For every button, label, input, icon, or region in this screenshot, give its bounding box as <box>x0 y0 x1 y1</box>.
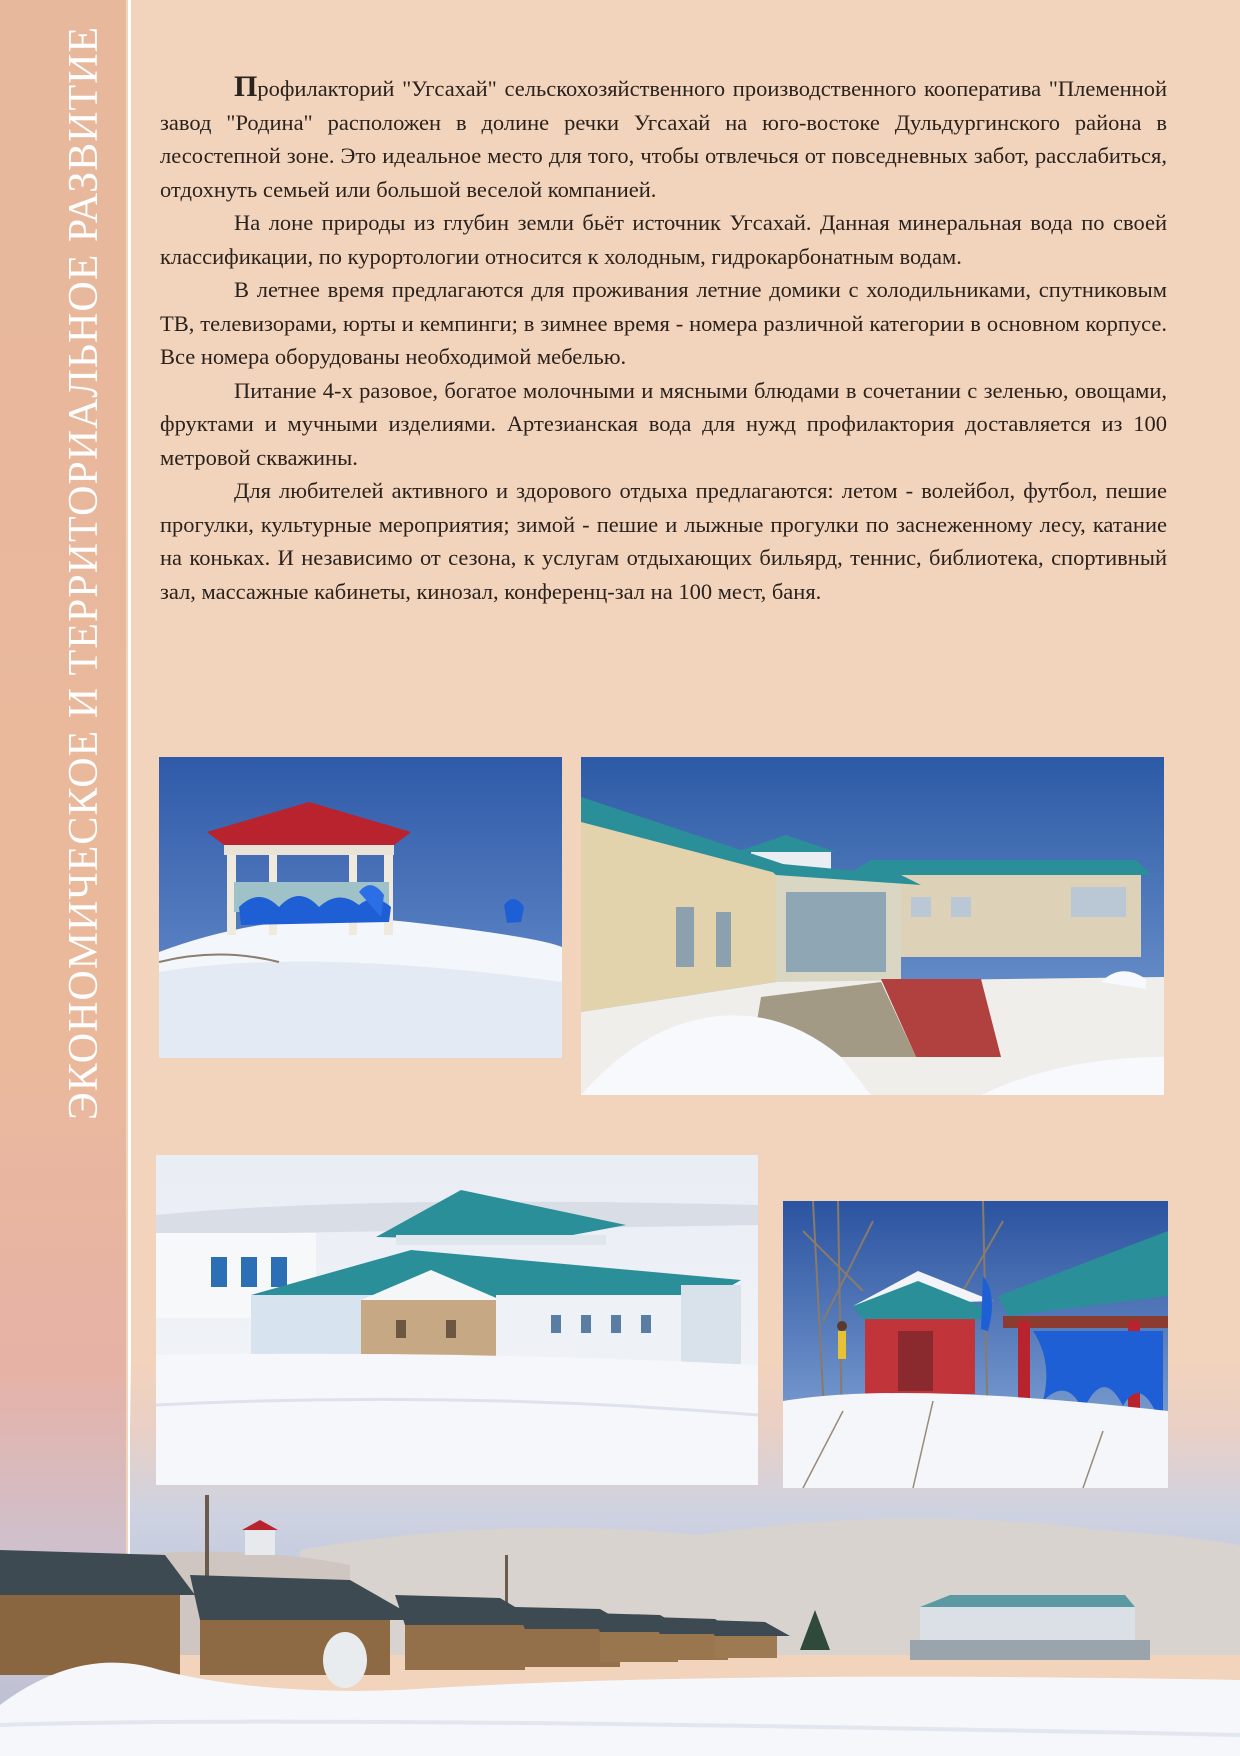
photo-cabins-panorama <box>0 1495 1240 1756</box>
paragraph-1 <box>160 70 1167 206</box>
photo-red-pavilion <box>783 1201 1168 1488</box>
paragraph-4: Питание 4-х разовое, богатое молочными и мясными блюдами в сочетании с зеленью, овощами, фруктами и мучными изделиями. Артезианская вода для нужд профилактория доставляется из 100 метровой скважины. <box>160 377 1167 470</box>
paragraph-5: Для любителей активного и здорового отдыха предлагаются: летом - волейбол, футбол, пешие прогулки, культурные мероприятия; зимой - пешие и лыжные прогулки по заснеженному лесу, катание на коньках. И независимо от сезона, к услугам отдыхающих бильярд, теннис, библиотека, спортивный зал, массажные кабинеты, кинозал, конференц-зал на 100 мест, баня. <box>160 478 1167 604</box>
drop-cap: П <box>234 70 258 103</box>
photo-main-building <box>581 757 1164 1095</box>
paragraph-2: На лоне природы из глубин земли бьёт источник Угсахай. Данная минеральная вода по своей классификации, по курортологии относится к холодным, гидрокарбонатным водам. <box>160 210 1167 269</box>
side-divider <box>128 0 131 1560</box>
paragraph-1-text: рофилакторий "Угсахай" сельскохозяйственного производственного кооператива "Племенной завод "Родина" расположен в долине речки Угсахай на юго-востоке Дульдургинского района в лесостепной зоне. Это идеальное место для того, чтобы отвлечься от повседневных забот, расслабиться, отдохнуть семьей или большой веселой компанией. <box>160 76 1167 202</box>
article-text <box>160 70 1167 608</box>
paragraph-3: В летнее время предлагаются для проживания летние домики с холодильниками, спутниковым ТВ, телевизорами, юрты и кемпинги; в зимнее время - номера различной категории в основном корпусе. Все номера оборудованы необходимой мебелью. <box>160 277 1167 369</box>
section-title-vertical: ЭКОНОМИЧЕСКОЕ И ТЕРРИТОРИАЛЬНОЕ РАЗВИТИЕ <box>61 25 107 1120</box>
photo-teal-roof-house <box>156 1155 758 1485</box>
photo-gazebo <box>159 757 562 1058</box>
